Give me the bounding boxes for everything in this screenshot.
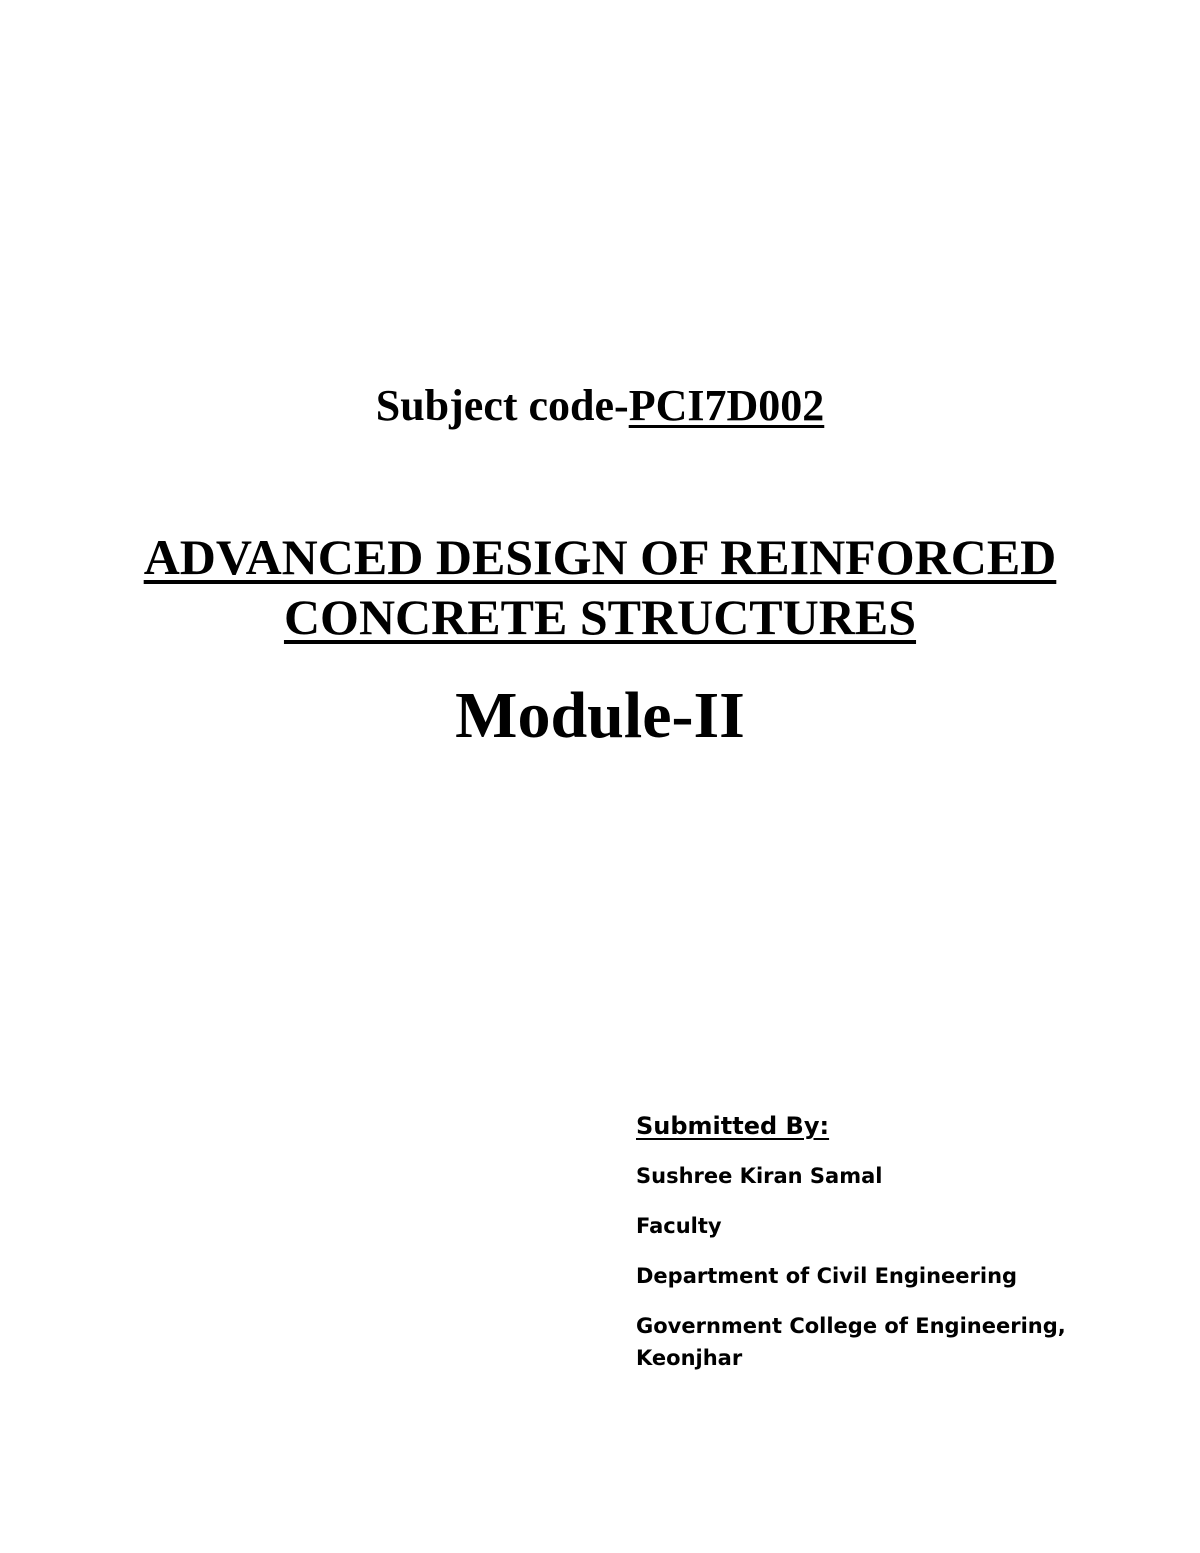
document-title [0,527,1200,647]
submitted-by-heading: Submitted By: [636,1112,830,1140]
author-department: Department of Civil Engineering [636,1264,1018,1288]
author-name: Sushree Kiran Samal [636,1164,883,1188]
subject-code-line [0,380,1200,432]
author-college-line-2: Keonjhar [636,1346,743,1370]
author-college-line-1: Government College of Engineering, [636,1314,1066,1338]
subject-code-prefix: Subject code- [375,381,629,430]
title-line-2: CONCRETE STRUCTURES [283,589,917,645]
module-heading: Module-II [455,679,745,752]
author-role: Faculty [636,1214,722,1238]
author-college [636,1310,1106,1374]
submitted-by-block [636,1110,1106,1374]
subject-code-value: PCI7D002 [628,381,825,430]
title-line-1: ADVANCED DESIGN OF REINFORCED [143,529,1057,585]
